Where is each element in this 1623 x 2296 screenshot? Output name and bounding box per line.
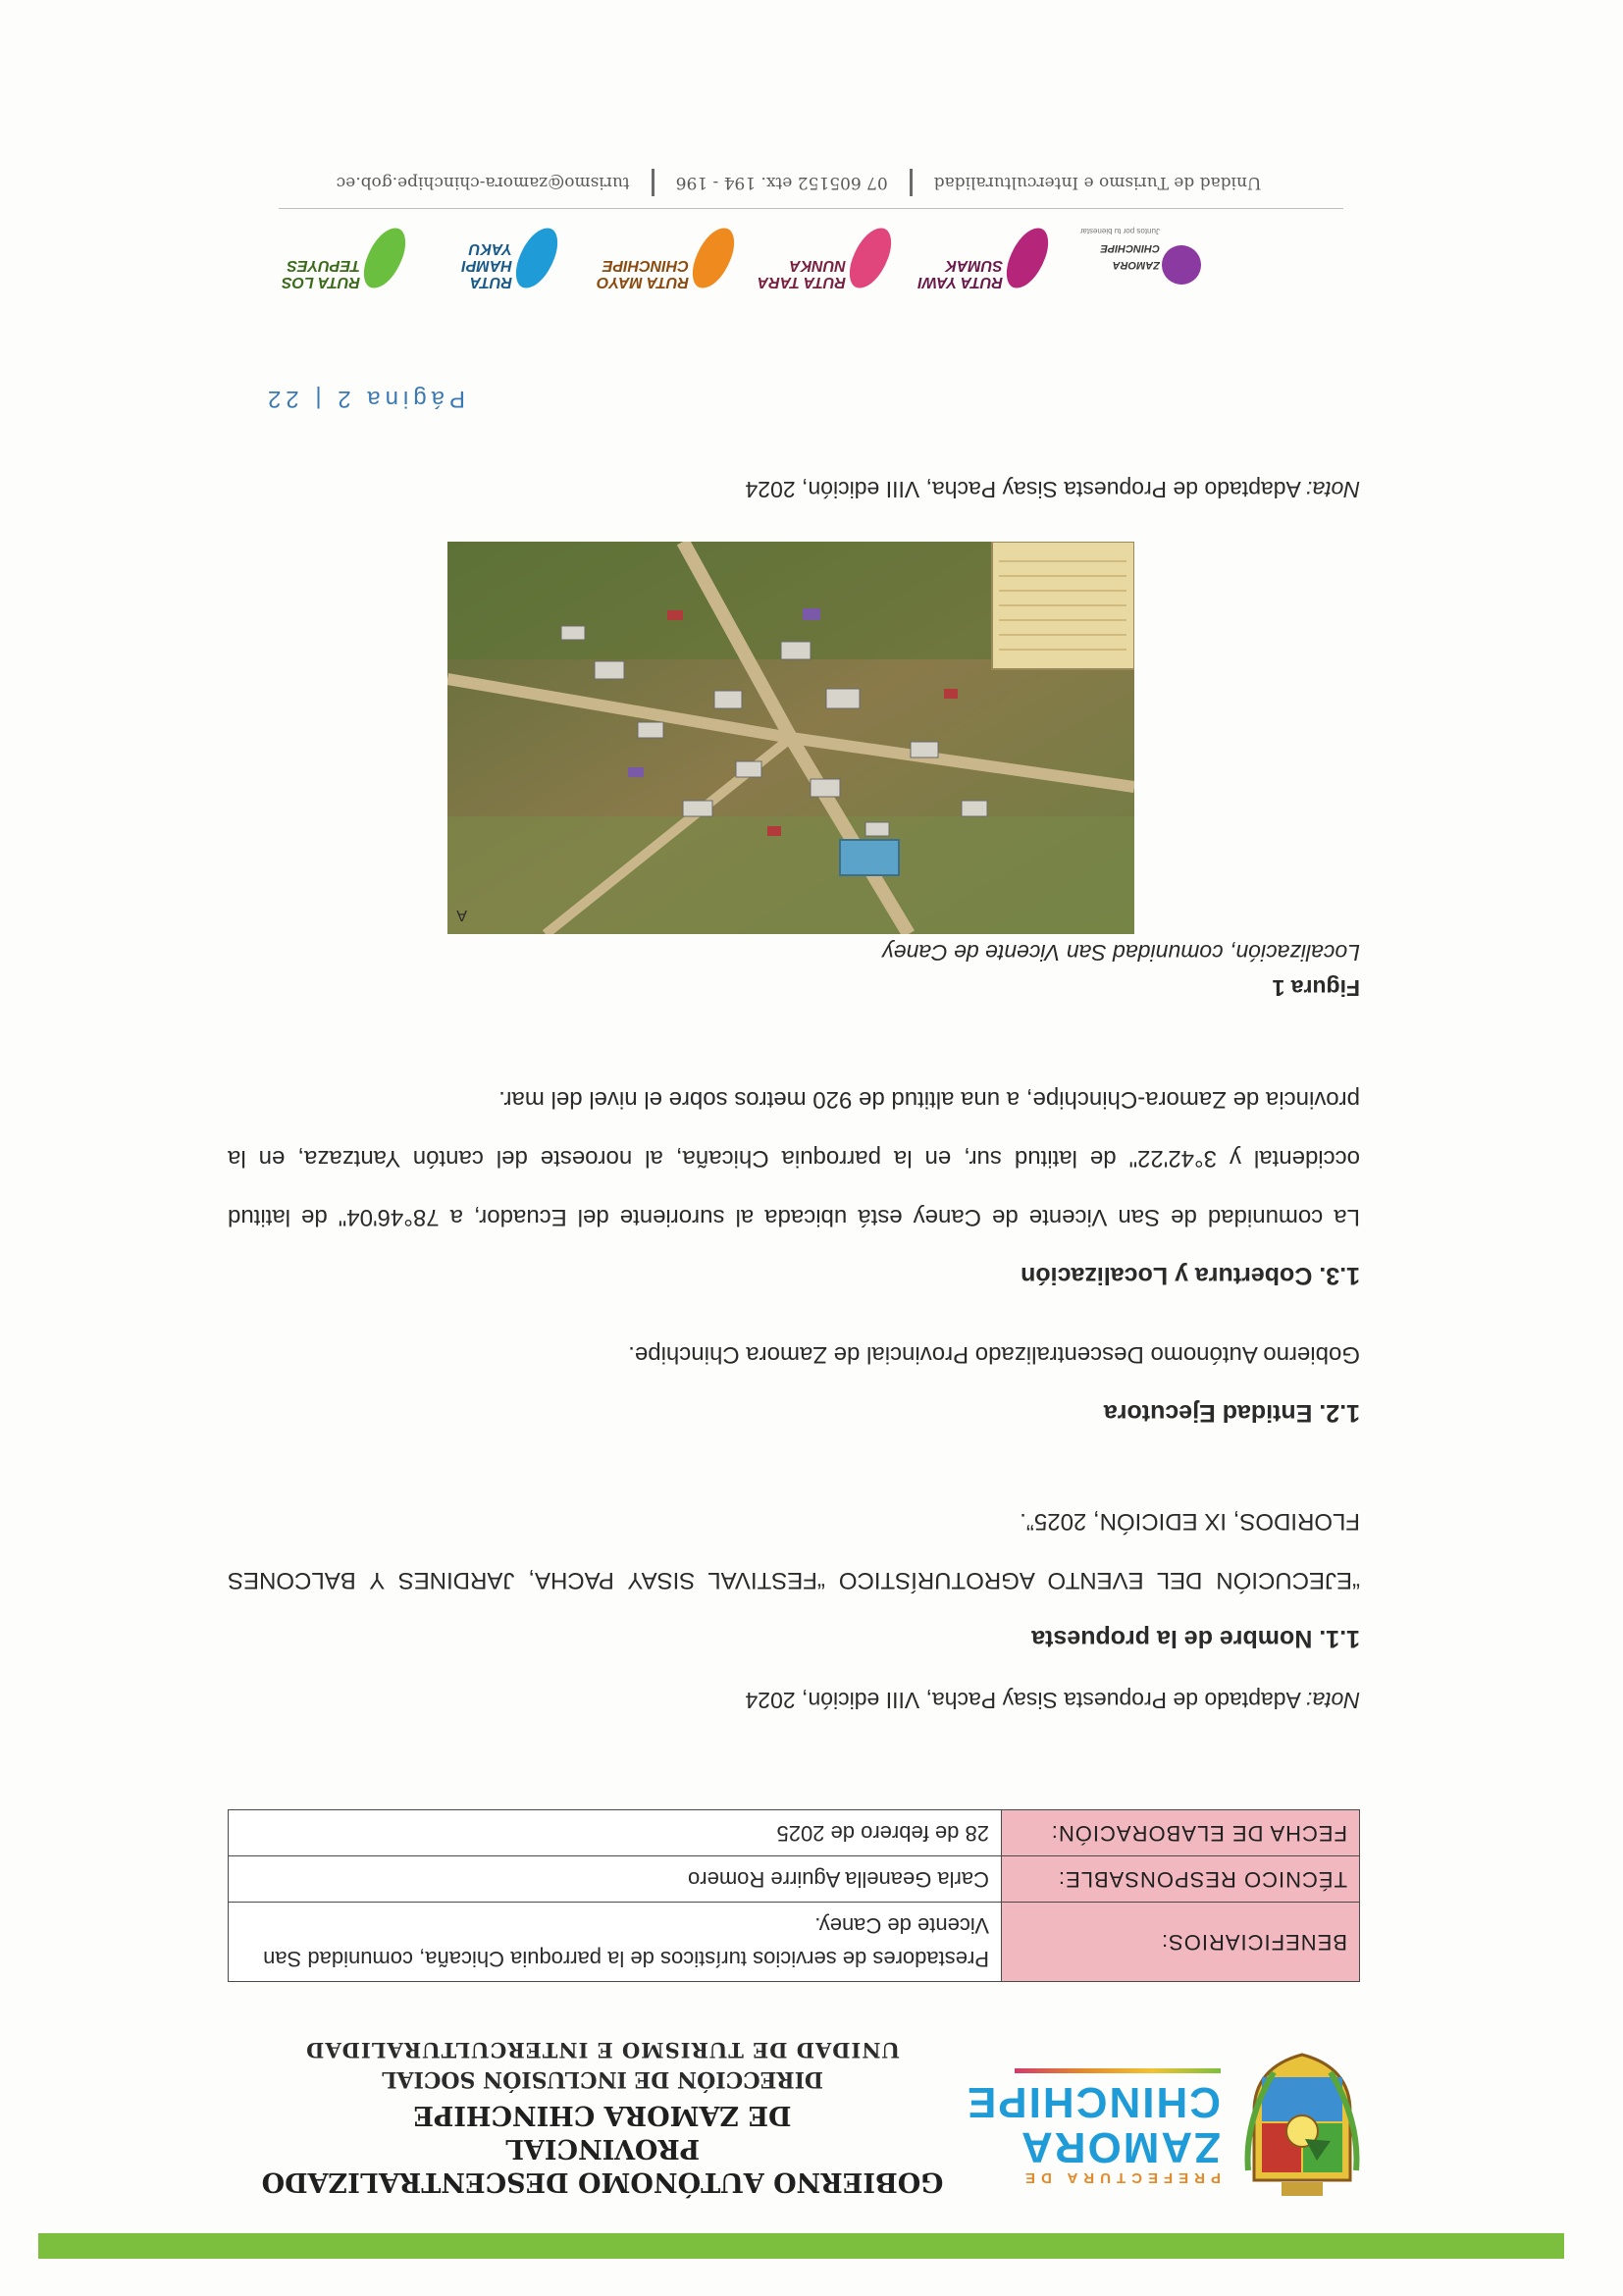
provincial-crest-icon bbox=[1244, 2053, 1360, 2200]
leaf-icon bbox=[510, 222, 564, 294]
page-number: Página 2 | 22 bbox=[262, 386, 465, 412]
table-label: BENEFICIARIOS: bbox=[1002, 1903, 1360, 1982]
logo-zamora-chinchipe bbox=[1054, 216, 1201, 294]
brand-logo bbox=[965, 2068, 1221, 2186]
flower-icon bbox=[1156, 239, 1206, 289]
logo-text: RUTA TARA NUNKA bbox=[758, 257, 846, 290]
section-title: 1.2. Entidad Ejecutora bbox=[1103, 1399, 1360, 1427]
table-row bbox=[229, 1903, 1360, 1982]
logo-text: RUTA YAWI SUMAK bbox=[917, 257, 1003, 290]
note-text: Adaptado de Propuesta Sisay Pacha, VIII edición, 2024 bbox=[745, 477, 1307, 502]
note-prefix: Nota: bbox=[1306, 1688, 1360, 1713]
logo-text: RUTA HAMPI YAKU bbox=[461, 240, 512, 290]
logo-ruta-hampi-yaku bbox=[406, 216, 553, 294]
brand-color-rule bbox=[1015, 2068, 1221, 2073]
section-paragraph: Gobierno Autónomo Descentralizado Provincial de Zamora Chinchipe. bbox=[628, 1341, 1360, 1368]
table-row bbox=[229, 1856, 1360, 1903]
leaf-icon bbox=[687, 222, 741, 294]
info-table bbox=[228, 1809, 1360, 1982]
figure-label bbox=[882, 935, 1360, 1006]
aerial-photo bbox=[447, 542, 1134, 934]
header-title-1: GOBIERNO AUTÓNOMO DESCENTRALIZADO PROVINCIAL bbox=[261, 2133, 944, 2197]
footer-email[interactable]: turismo@zamora-chinchipe.gob.ec bbox=[336, 173, 630, 192]
brand-prefectura: PREFECTURA DE bbox=[1020, 2169, 1221, 2186]
footer-phone: 07 605152 etx. 194 - 196 bbox=[675, 173, 888, 192]
table-label: FECHA DE ELABORACIÓN: bbox=[1002, 1810, 1360, 1856]
logo-ruta-yawi-sumak bbox=[897, 216, 1044, 294]
table-value: 28 de febrero de 2025 bbox=[229, 1810, 1002, 1856]
section-title: 1.1. Nombre de la propuesta bbox=[1031, 1625, 1360, 1652]
section-1-2 bbox=[228, 1325, 1360, 1442]
footer-divider bbox=[279, 208, 1343, 209]
footer-separator bbox=[910, 169, 913, 196]
header-title-4: UNIDAD DE TURISMO E INTERCULTURALIDAD bbox=[305, 2038, 900, 2062]
footer-logos bbox=[259, 216, 1201, 294]
table-label: TÉCNICO RESPONSABLE: bbox=[1002, 1856, 1360, 1903]
top-green-bar bbox=[38, 2233, 1564, 2259]
note-prefix: Nota: bbox=[1306, 477, 1360, 502]
table-value: Prestadores de servicios turísticos de la parroquia Chicaña, comunidad San Vicente de Caney. bbox=[229, 1903, 1002, 1982]
logo-text: RUTA LOS TEPUYES bbox=[282, 257, 360, 290]
figure-note bbox=[183, 476, 1360, 502]
table-row bbox=[229, 1810, 1360, 1856]
section-title: 1.3. Cobertura y Localización bbox=[1021, 1262, 1360, 1289]
footer-contacts bbox=[269, 169, 1329, 196]
header-titles bbox=[210, 2035, 995, 2198]
section-1-1 bbox=[228, 1491, 1360, 1668]
figure-caption: Localización, comunidad San Vicente de Caney bbox=[882, 940, 1360, 965]
photo-north-mark: A bbox=[456, 907, 467, 923]
table-note bbox=[183, 1687, 1360, 1713]
logo-text: ZAMORA CHINCHIPE bbox=[1100, 242, 1160, 271]
leaf-icon bbox=[358, 222, 412, 294]
brand-zamora: ZAMORA bbox=[1019, 2123, 1221, 2171]
logo-subtext: Juntos por tu bienestar bbox=[1079, 227, 1160, 235]
header-title-3: DIRECCIÓN DE INCLUSIÓN SOCIAL bbox=[381, 2066, 824, 2092]
logo-ruta-tara-nunka bbox=[740, 216, 887, 294]
leaf-icon bbox=[1001, 222, 1055, 294]
section-1-3 bbox=[228, 1070, 1360, 1305]
footer-unit: Unidad de Turismo e Interculturalidad bbox=[933, 173, 1262, 192]
section-paragraph: La comunidad de San Vicente de Caney está ubicada al suroriente del Ecuador, a 78°46'04" de latitud occidental y 3°42'22" de latitud sur, en la parroquia Chicaña, al noroeste del cantón Yantzaza, en la provincia de Zamora-Chinchipe, a una altitud de 920 metros sobre el nivel del mar. bbox=[228, 1086, 1360, 1230]
brand-chinchipe: CHINCHIPE bbox=[965, 2078, 1221, 2126]
figure-number: Figura 1 bbox=[1272, 975, 1360, 1001]
logo-text: RUTA MAYO CHINCHIPE bbox=[597, 257, 689, 290]
header-title-2: DE ZAMORA CHINCHIPE bbox=[413, 2100, 792, 2130]
leaf-icon bbox=[844, 222, 898, 294]
table-value: Carla Geanella Aguirre Romero bbox=[229, 1856, 1002, 1903]
section-paragraph: “EJECUCIÓN DEL EVENTO AGROTURÍSTICO “FESTIVAL SISAY PACHA, JARDINES Y BALCONES FLORIDOS, IX EDICIÓN, 2025”. bbox=[228, 1508, 1360, 1593]
logo-ruta-mayo-chinchipe bbox=[583, 216, 730, 294]
logo-ruta-los-tepuyes bbox=[254, 216, 401, 294]
note-text: Adaptado de Propuesta Sisay Pacha, VIII edición, 2024 bbox=[745, 1688, 1307, 1713]
footer-separator bbox=[652, 169, 654, 196]
